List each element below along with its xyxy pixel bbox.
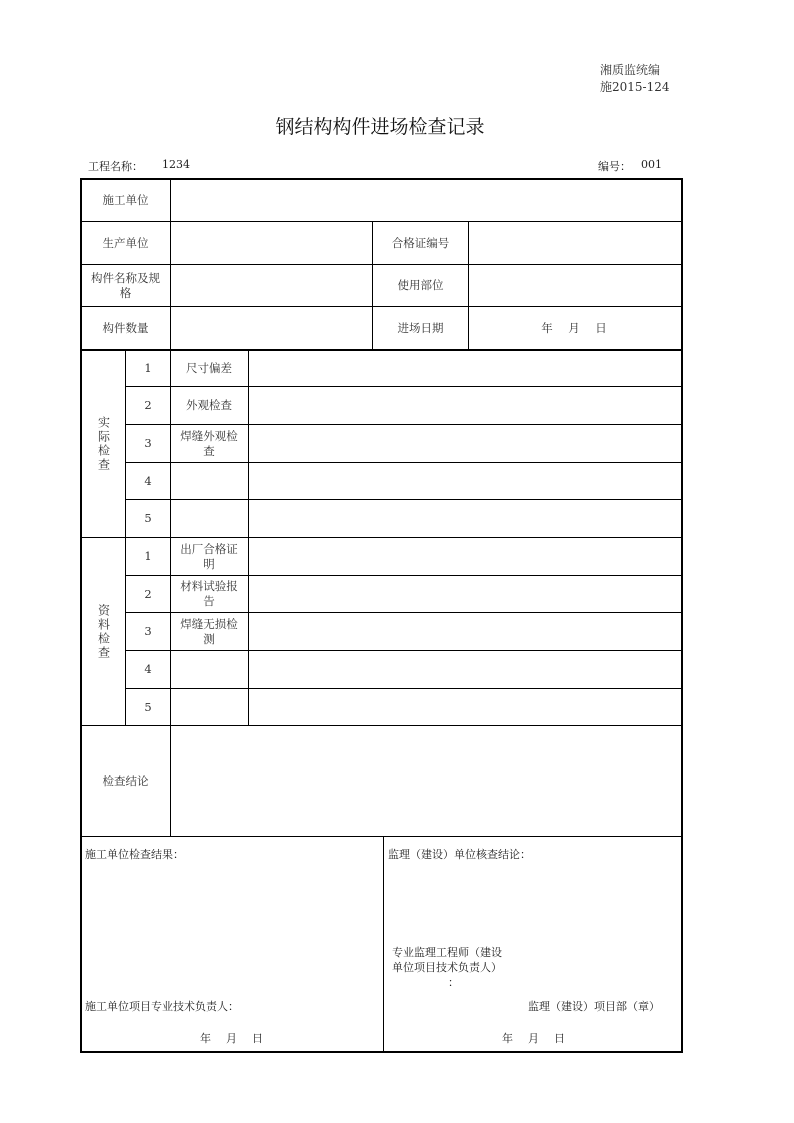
- document-check-no-2: 2: [144, 586, 152, 601]
- document-check-result-2[interactable]: [249, 576, 681, 612]
- record-number-value[interactable]: 001: [641, 158, 662, 171]
- supervision-project-dept-label: 监理（建设）项目部（章）: [528, 1000, 660, 1013]
- actual-check-result-5[interactable]: [249, 500, 681, 537]
- production-unit-label: 生产单位: [102, 235, 149, 250]
- component-name-spec-value[interactable]: [171, 265, 372, 306]
- document-check-item-3: 焊缝无损检测: [180, 616, 238, 646]
- supervision-engineer-colon: ：: [448, 976, 459, 989]
- component-quantity-value[interactable]: [171, 307, 372, 349]
- conclusion-value[interactable]: [171, 726, 681, 836]
- conclusion-label: 检查结论: [102, 773, 149, 788]
- component-quantity-label: 构件数量: [102, 320, 149, 335]
- document-check-result-4[interactable]: [249, 651, 681, 688]
- construction-unit-label: 施工单位: [102, 193, 149, 207]
- entry-date-value[interactable]: 年 月 日: [541, 320, 609, 335]
- document-check-item-1: 出厂合格证明: [180, 541, 238, 571]
- page-title: 钢结构构件进场检查记录: [275, 116, 485, 138]
- actual-check-result-4[interactable]: [249, 463, 681, 499]
- document-code-line1: 湘质监统编: [600, 63, 661, 77]
- use-location-value[interactable]: [469, 265, 681, 306]
- actual-check-result-2[interactable]: [249, 387, 681, 424]
- document-check-no-1: 1: [144, 549, 152, 563]
- document-check-result-5[interactable]: [249, 689, 681, 725]
- actual-check-no-1: 1: [144, 361, 152, 375]
- actual-check-no-2: 2: [144, 398, 152, 412]
- actual-check-no-5: 5: [144, 511, 152, 525]
- actual-check-no-3: 3: [144, 436, 152, 450]
- document-check-item-4[interactable]: [176, 651, 242, 688]
- construction-tech-lead-label: 施工单位项目专业技术负责人：: [85, 1000, 239, 1013]
- document-check-no-4: 4: [144, 662, 152, 676]
- document-check-result-3[interactable]: [249, 613, 681, 650]
- document-check-item-5[interactable]: [176, 689, 242, 725]
- production-unit-value[interactable]: [171, 222, 372, 264]
- actual-check-result-3[interactable]: [249, 425, 681, 462]
- actual-check-item-2: 外观检查: [186, 398, 232, 412]
- project-name-label: 工程名称：: [88, 160, 143, 173]
- certificate-number-label: 合格证编号: [391, 235, 450, 250]
- document-check-no-3: 3: [144, 624, 152, 638]
- actual-check-item-1: 尺寸偏差: [186, 361, 232, 375]
- supervision-engineer-line1: 专业监理工程师（建设: [392, 946, 502, 959]
- document-check-label: 资料检查: [96, 603, 111, 660]
- document-check-item-2: 材料试验报告: [180, 579, 238, 608]
- construction-unit-value[interactable]: [171, 180, 681, 221]
- construction-check-result-label: 施工单位检查结果：: [85, 848, 184, 861]
- document-code-line2: 施2015-124: [600, 80, 670, 94]
- actual-check-result-1[interactable]: [249, 351, 681, 386]
- actual-check-item-4[interactable]: [176, 463, 242, 499]
- document-check-no-5: 5: [144, 699, 152, 714]
- actual-check-label: 实际检查: [96, 416, 111, 472]
- document-code: [600, 62, 670, 96]
- actual-check-item-3: 焊缝外观检查: [180, 428, 238, 458]
- entry-date-label: 进场日期: [397, 320, 444, 335]
- supervision-conclusion-label: 监理（建设）单位核查结论：: [388, 848, 531, 861]
- use-location-label: 使用部位: [397, 278, 444, 292]
- document-check-result-1[interactable]: [249, 538, 681, 575]
- supervision-engineer-label: [392, 945, 502, 990]
- actual-check-no-4: 4: [144, 473, 152, 488]
- record-number-label: 编号：: [598, 160, 631, 173]
- supervision-sign-date[interactable]: 年 月 日: [502, 1032, 567, 1045]
- project-name-value[interactable]: 1234: [162, 158, 190, 171]
- supervision-engineer-line2: 单位项目技术负责人）: [392, 961, 502, 974]
- component-name-spec-label: 构件名称及规格: [91, 270, 160, 300]
- actual-check-item-5[interactable]: [176, 500, 242, 537]
- construction-sign-date[interactable]: 年 月 日: [200, 1032, 265, 1045]
- certificate-number-value[interactable]: [469, 222, 681, 264]
